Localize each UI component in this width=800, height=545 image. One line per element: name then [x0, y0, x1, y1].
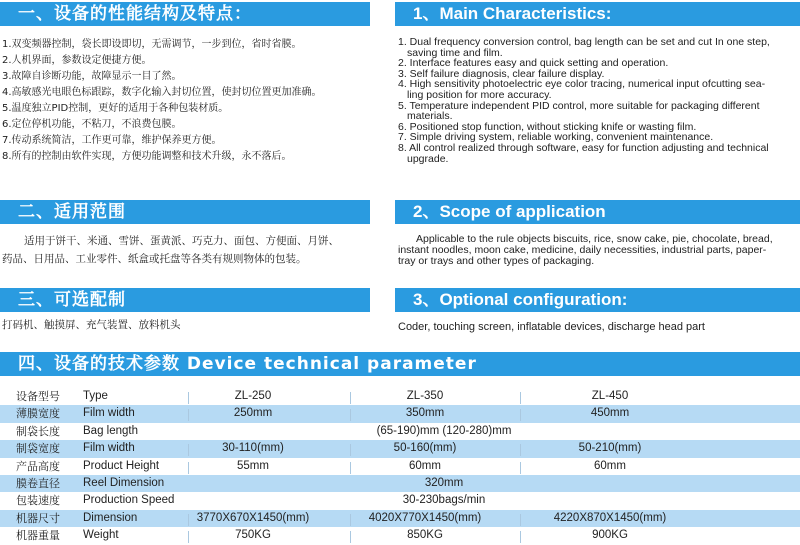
row-value-zl450: ZL-450	[591, 390, 629, 402]
row-value-zl350: 4020X770X1450(mm)	[368, 511, 482, 524]
row-value-all: 30-230bags/min	[402, 494, 486, 507]
row-label-en: Weight	[83, 529, 119, 542]
row-value-zl350: 60mm	[409, 459, 441, 472]
column-divider	[188, 531, 189, 543]
cn-characteristics-list	[2, 37, 387, 165]
list-item: 2.人机界面，参数设定便捷方便。	[2, 55, 152, 66]
row-value-zl450: 900KG	[592, 529, 628, 542]
row-value-zl250: 55mm	[237, 459, 269, 472]
cn-scope-line: 药品、日用品、工业零件、纸盒或托盘等各类有规则物体的包装。	[2, 253, 307, 265]
table-row	[0, 510, 800, 527]
table-row	[0, 440, 800, 457]
column-divider	[350, 514, 351, 526]
column-divider	[520, 462, 521, 474]
row-label-cn: 包装速度	[16, 494, 60, 508]
list-item: 3.故障自诊断功能，故障显示一目了然。	[2, 71, 182, 82]
row-value-all: (65-190)mm (120-280)mm	[376, 424, 512, 437]
column-divider	[520, 409, 521, 421]
row-label-en: Dimension	[83, 511, 138, 524]
technical-parameter-table	[0, 388, 800, 545]
row-label-en: Film width	[83, 407, 135, 420]
list-item: 8. All control realized through software, easy for function adjusting and technical upgrade.	[398, 141, 769, 165]
row-value-zl450: 450mm	[590, 407, 630, 420]
en-optional-text: Coder, touching screen, inflatable devices, discharge head part	[398, 321, 705, 333]
list-item: 8.所有的控制由软件实现，方便功能调整和技术升级，永不落后。	[2, 151, 292, 162]
column-divider	[188, 392, 189, 404]
column-divider	[520, 392, 521, 404]
row-label-en: Reel Dimension	[83, 476, 165, 489]
cn-scope-line: 适用于饼干、米通、雪饼、蛋黄派、巧克力、面包、方便面、月饼、	[24, 235, 339, 247]
column-divider	[520, 514, 521, 526]
row-label-cn: 薄膜宽度	[16, 407, 60, 421]
en-scope-text	[398, 234, 800, 267]
column-divider	[520, 444, 521, 456]
table-row	[0, 527, 800, 544]
section-header-en-scope: 2、Scope of application	[395, 200, 800, 224]
column-divider	[350, 392, 351, 404]
list-item: 5. Temperature independent PID control, more suitable for packaging different materials.	[398, 99, 760, 123]
section-header-cn-optional: 三、可选配制	[0, 288, 370, 312]
list-item: 7. Simple driving system, reliable working, convenient maintenance.	[398, 131, 714, 144]
en-scope-line: tray or trays and other types of packaging.	[398, 255, 595, 267]
list-item: 4.高敏感光电眼色标跟踪，数字化输入封切位置，使封切位置更加准确。	[2, 87, 322, 98]
row-label-cn: 膜卷直径	[16, 476, 60, 490]
row-label-cn: 制袋长度	[16, 424, 60, 438]
row-value-zl250: 750KG	[235, 529, 271, 542]
cn-optional-text: 打码机、触摸屏、充气装置、放料机头	[2, 319, 181, 331]
list-item: 6.定位停机功能，不粘刀，不浪费包膜。	[2, 119, 182, 130]
row-value-zl450: 60mm	[594, 459, 626, 472]
row-value-zl350: ZL-350	[406, 390, 444, 402]
section-header-en-characteristics: 1、Main Characteristics:	[395, 2, 800, 26]
list-item: 3. Self failure diagnosis, clear failure display.	[398, 67, 605, 80]
row-label-cn: 产品高度	[16, 459, 60, 473]
row-value-all: 320mm	[424, 476, 464, 489]
row-value-zl350: 50-160(mm)	[393, 442, 457, 455]
row-value-zl450: 4220X870X1450(mm)	[553, 511, 667, 524]
column-divider	[350, 409, 351, 421]
list-item: 7.传动系统简洁，工作更可靠，维护保养更方便。	[2, 135, 222, 146]
section-header-cn-scope: 二、适用范围	[0, 200, 370, 224]
list-item: 5.温度独立PID控制，更好的适用于各种包装材质。	[2, 103, 229, 114]
column-divider	[188, 514, 189, 526]
table-row	[0, 423, 800, 440]
row-label-en: Production Speed	[83, 494, 175, 507]
row-label-en: Film width	[83, 442, 135, 455]
row-value-zl250: 3770X670X1450(mm)	[196, 511, 310, 524]
column-divider	[350, 444, 351, 456]
column-divider	[188, 444, 189, 456]
column-divider	[188, 462, 189, 474]
section-header-en-optional: 3、Optional configuration:	[395, 288, 800, 312]
section-header-technical-parameter: 四、设备的技术参数 Device technical parameter	[0, 352, 800, 376]
column-divider	[188, 409, 189, 421]
row-label-cn: 制袋宽度	[16, 442, 60, 456]
en-scope-line: instant noodles, moon cake, medicine, daily necessities, industrial parts, paper-	[398, 244, 767, 256]
row-value-zl350: 850KG	[407, 529, 443, 542]
row-label-en: Product Height	[83, 459, 160, 472]
row-value-zl250: ZL-250	[234, 390, 272, 402]
list-item: 1. Dual frequency conversion control, bag length can be set and cut In one step, saving time and film.	[398, 36, 770, 59]
row-label-cn: 机器重量	[16, 529, 60, 543]
table-row	[0, 405, 800, 422]
table-row	[0, 492, 800, 509]
en-scope-line: Applicable to the rule objects biscuits, rice, snow cake, pie, chocolate, bread,	[416, 233, 773, 245]
list-item: 6. Positioned stop function, without sticking knife or wasting film.	[398, 120, 697, 133]
row-label-cn: 机器尺寸	[16, 511, 60, 525]
en-characteristics-list	[398, 37, 798, 164]
cn-scope-text	[2, 232, 394, 268]
section-header-cn-characteristics: 一、设备的性能结构及特点：	[0, 2, 370, 26]
list-item: 1.双变频器控制，袋长即设即切，无需调节，一步到位，省时省膜。	[2, 39, 302, 50]
column-divider	[350, 462, 351, 474]
column-divider	[520, 531, 521, 543]
row-value-zl350: 350mm	[405, 407, 445, 420]
row-value-zl250: 30-110(mm)	[222, 442, 284, 455]
table-row	[0, 475, 800, 492]
row-value-zl450: 50-210(mm)	[578, 442, 642, 455]
table-row	[0, 388, 800, 405]
column-divider	[350, 531, 351, 543]
row-label-en: Bag length	[83, 424, 138, 437]
list-item: 4. High sensitivity photoelectric eye color tracing, numerical input ofcutting sea- ling position for more accuracy.	[398, 78, 766, 101]
row-label-en: Type	[83, 390, 108, 402]
row-label-cn: 设备型号	[16, 390, 60, 403]
table-row	[0, 458, 800, 475]
list-item: 2. Interface features easy and quick setting and operation.	[398, 57, 669, 70]
row-value-zl250: 250mm	[233, 407, 273, 420]
